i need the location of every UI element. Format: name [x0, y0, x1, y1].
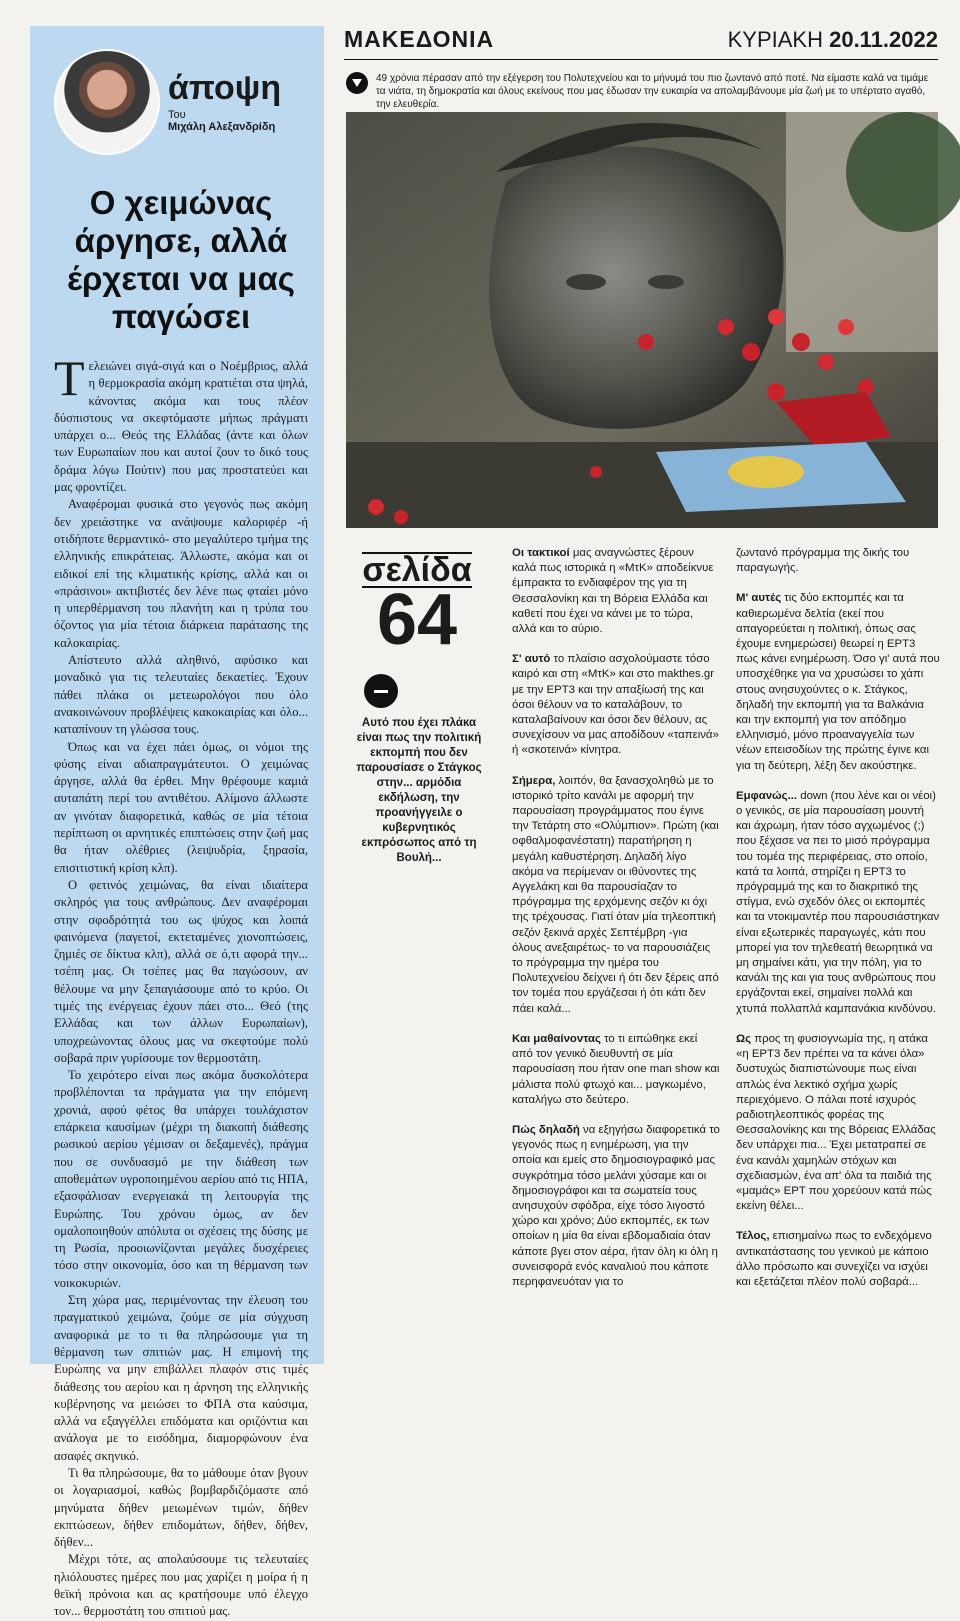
tv-paragraph-text: το πλαίσιο ασχολούμαστε τόσο καιρό και στη «ΜτΚ» και στο makthes.gr με την ΕΡΤ3 και την απαξίωσή της και όσοι θέλουν να το καταλάβουν, το καταλαβαίνουν και όσοι δεν θέλουν, ας συνεχίσουν να μας αποδίδουν «ταπεινά» ή «σκοτεινά» κίνητρα.: [512, 653, 719, 757]
tv-paragraph-lead: Οι τακτικοί: [512, 547, 570, 559]
tv-paragraph: [512, 1032, 720, 1108]
tv-paragraph: [512, 774, 720, 1017]
page-word: σελίδα: [362, 551, 472, 589]
side-note: Αυτό που έχει πλάκα είναι πως την πολιτική εκπομπή που δεν παρουσίασε ο Στάγκος στην... αρμόδια εκδήλωση, την προανήγγειλε ο κυβερνητικός εκπρόσωπος από τη Βουλή...: [356, 717, 482, 864]
tv-paragraph: [736, 1229, 940, 1290]
tv-column-b: [736, 546, 940, 1305]
tv-paragraph: [736, 1032, 940, 1214]
tv-paragraph: [512, 652, 720, 758]
author-prefix: Του: [168, 109, 186, 121]
tv-paragraph-lead: Τέλος,: [736, 1230, 770, 1243]
author-name: Μιχάλη Αλεξανδρίδη: [168, 121, 276, 133]
author-header: [54, 44, 308, 160]
opinion-body: [54, 350, 308, 1621]
opinion-paragraph: Μέχρι τότε, ας απολαύσουμε τις τελευταίες ηλιόλουστες ημέρες που μας χαρίζει η μοίρα ή η θεϊκή πρόνοια και ας κρατήσουμε υπό έλεγχο τον... θερμοστάτη του σπιτιού μας.: [54, 1552, 308, 1619]
tv-paragraph-lead: Σήμερα,: [512, 774, 556, 787]
flag-writing: ΑΡΕΤΗ: [851, 512, 885, 523]
monument-illustration: [346, 112, 938, 528]
tv-paragraph: [512, 546, 720, 637]
issue-day: ΚΥΡΙΑΚΗ: [727, 27, 823, 52]
tv-paragraph-text: τις δύο εκπομπές και τα καθιερωμένα δελτία (εκεί που απαγορεύεται η πολιτική, όπως σας έχουμε ενημερώσει) θεωρεί η ΕΡΤ3 πως κάνει ενημέρωση. Όσο γι' αυτά που υποσχέθηκε για να χρυσώσει το χάπι στους ανησυχούντες ο κ. Στάγκος, δηλαδή την εκπομπή για τα Βαλκάνια και την εκπομπή για τον απόδημο ελληνισμό, μόνο προαναγγελία των νέων επεισοδίων της πρώτης έγινε και για τη δεύτερη, λέξη δεν ακούστηκε.: [736, 592, 940, 772]
tv-paragraph-lead: Και μαθαίνοντας: [512, 1032, 601, 1045]
author-info: [168, 71, 281, 133]
opinion-paragraph: Το χειρότερο είναι πως ακόμα δυσκολότερα προβλέπονται τα πράγματα για την επόμενη χρονιά, αφού φέτος θα υπάρχει τουλάχιστον επάρκεια καυσίμων (μέχρι τη διακοπή διάθεσης ρωσικού αερίου γέμισαν οι δεξαμενές), πράγμα που σε συνδυασμό με την διάθεση των αποθεμάτων υγροποιημένου αερίου από τις ΗΠΑ, εξασφάλισαν ενεργειακά τη λειτουργία της Ευρώπης. Του χρόνου όμως, αν δεν ομαλοποιηθούν απόλυτα οι σχέσεις της δύσης με τη Ρωσία, προοιωνίζονται μεγάλες δυσχέρειες τόσο στην οικονομία, όσο και τη θέρμανση των νοικοκυριών.: [54, 1068, 308, 1290]
page-badge: [362, 551, 472, 660]
section-name: ΜΑΚΕΔΟΝΙΑ: [344, 26, 495, 52]
stone-eye: [648, 275, 684, 289]
tv-paragraph-text: το τι ειπώθηκε εκεί από τον γενικό διευθυντή σε μία παρουσίαση που ήταν one man show και μάλιστα πολύ φτωχό και... μαγκωμένο, καταλήγω στο δεύτερο.: [512, 1032, 720, 1106]
opinion-paragraph: Απίστευτο αλλά αληθινό, αφύσικο και μοναδικό για τις τελευταίες δεκαετίες. Έχουν πάθει πλάκα οι μετεωρολόγοι που όλο ανακοινώνουν προβλέψεις κακοκαιρίας και όλο... καταπίνουν τη γλώσσα τους.: [54, 653, 308, 737]
stone-head: [489, 147, 783, 429]
opinion-paragraph: Ο φετινός χειμώνας, θα είναι ιδιαίτερα σκληρός για τους ανθρώπους. Δεν αναφέρομαι στην σφοδρότητά του ως ψύχος και λοιπά φαινόμενα (παγετοί, εκτεταμένες χιονοπτώσεις, ζημιές σε δίκτυα κλπ), αλλά σε ό,τι αφορά την... τσέπη μας. Οι τσέπες μας θα παγώσουν, αν θέλουμε να μην ξεπαγιάσουμε από το κρύο. Οι τιμές της ενέργειας έχουν πάει στο... Θεό (της Ελλάδας και των άλλων Ευρωπαίων), υποχρεώνοντας όλους μας να σκεφτούμε πολύ σοβαρά πριν γυρίσουμε τον θερμοστάτη.: [54, 877, 308, 1065]
tv-paragraph-text: προς τη φυσιογνωμία της, η ατάκα «η ΕΡΤ3 δεν πρέπει να τα κάνει όλα» δυστυχώς διαπιστώνουμε πως είναι απλώς ένα λεκτικό σχήμα χωρίς περιεχόμενο. Ο πάλαι ποτέ ισχυρός ραδιοτηλεοπτικός φορέας της Θεσσαλονίκης και της Βόρειας Ελλάδας δεν υπάρχει πια... Έχει μετατραπεί σε ένα κανάλι χαμηλών στόχων και σχεδιασμών, ένα απ' όλα τα παιδιά της «μαμάς» ΕΡΤ που χορεύουν κατά πώς εκείνη θέλει...: [736, 1032, 936, 1213]
opinion-paragraph: Αναφέρομαι φυσικά στο γεγονός πως ακόμη δεν χρειάστηκε να ανάψουμε καλοριφέρ -ή οτιδήποτε θερμαντικό- στο μεγαλύτερο τμήμα της ελληνικής επικράτειας. Άλλωστε, ακόμα και οι ειδικοί επί της κλιματικής κρίσης, αλλά και οι «πράσινοι» ακτιβιστές δεν λένε πως φταίει μόνο η υπερθέρμανση του πλανήτη και η τρύπα του όζοντος για μία τέτοια διάρκεια παράτασης της καλοκαιρίας.: [54, 497, 308, 650]
tv-paragraph-lead: Εμφανώς...: [736, 789, 798, 802]
tv-paragraph: [736, 789, 940, 1017]
triangle-down-icon: [346, 72, 368, 94]
stone-eye: [566, 274, 606, 290]
author-photo: [54, 49, 160, 155]
opinion-paragraph: Στη χώρα μας, περιμένοντας την έλευση του πραγματικού χειμώνα, ζούμε σε μία σύγχυση αναφορικά με το τι θα πληρώσουμε για τη θέρμανση των σπιτιών μας. Η επιμονή της Ευρώπης να μην επιβάλλει πλαφόν στις τιμές διάθεσης του αερίου και η άρνηση της ελληνικής κυβέρνησης να μειώσει το ΦΠΑ στα καύσιμα, αλλά να εξαγγέλλει επιδόματα και οριζόντια και ανάλογα με το εισόδημα, διαμορφώνουν ένα ασαφές σκηνικό.: [54, 1293, 308, 1463]
flag-emblem: [728, 456, 804, 488]
tv-paragraph-lead: Πώς δηλαδή: [512, 1123, 580, 1136]
tv-column-a: [512, 546, 720, 1305]
tv-paragraph-lead: Μ' αυτές: [736, 592, 782, 605]
tv-paragraph-text: λοιπόν, θα ξανασχοληθώ με το ιστορικό τρίτο κανάλι με αφορμή την παρουσίαση προγράμματος που έγινε την Τετάρτη στο «Ολύμπιον». Πρώτη (και οφθαλμοφανέστατη) παρατήρηση η μεγάλη καθυστέρηση. Δηλαδή λίγο ακόμα να περίμεναν οι ιθύνοντες της Αγγελάκη και θα παρουσίαζαν το πρόγραμμα της ερχόμενης σεζόν κι όχι της τρέχουσας. Γιατί όταν μία τηλεοπτική σεζόν ξεκινά αρχές Σεπτέμβρη -για όλους ανεξαιρέτως- το να παρουσιάζεις το πρόγραμμα την ημέρα του Πολυτεχνείου δείχνει ή ότι δεν ξέρεις από τον τομέα που εργάζεσαι ή ότι κάτι δεν πάει καλά...: [512, 774, 719, 1015]
photo-caption: 49 χρόνια πέρασαν από την εξέγερση του Πολυτεχνείου και το μήνυμά του πιο ζωντανό από ποτέ. Να είμαστε καλά να τιμάμε τα νιάτα, τη δημοκρατία και όλους εκείνους που μας έδωσαν την ευκαιρία να απολαμβάνουμε μία ζωή με το υπέρτατο αγαθό, την ελευθερία.: [376, 73, 929, 110]
tv-paragraph: [736, 591, 940, 773]
tv-paragraph: [736, 546, 940, 576]
opinion-paragraph: Τελειώνει σιγά-σιγά και ο Νοέμβριος, αλλά η θερμοκρασία ακόμη κρατιέται στα ψηλά, κάνοντας ακόμα και τους πλέον δύσπιστους να σκεφτόμαστε μήπως πράγματι υπάρχει ο... Θεός της Ελλάδας (άντε και όλων των Ευρωπαίων που και αυτοί ζουν το δικό τους δράμα λόγω Πούτιν) που μας προστατεύει και μας φροντίζει.: [54, 350, 308, 495]
page-number: 64: [376, 580, 458, 660]
tv-paragraph-text: να εξηγήσω διαφορετικά το γεγονός πως η ενημέρωση, για την οποία και εμείς στο δημοσιογραφικό μας συγκρότημα τόσο μελάνι χύσαμε και οι δημοσιογράφοι και τα σωματεία τους ανησυχούν σφόδρα, είχε τόσο λιγοστό χώρο και χρόνο; Δύο εκπομπές, εκ των οποίων η μία θα είναι εβδομαδιαία όταν κάποτε βγει στον αέρα, ήταν όλη κι όλη η συνεισφορά ενός καναλιού που κάποτε περηφανευόταν για το: [512, 1123, 720, 1288]
issue-date: [728, 27, 938, 53]
polytechnic-monument-photo: [346, 112, 938, 528]
photo-caption-row: [346, 72, 938, 111]
tv-paragraph-lead: Σ' αυτό: [512, 653, 551, 666]
minus-icon: [364, 674, 398, 708]
tv-paragraph-text: ζωντανό πρόγραμμα της δικής του παραγωγής.: [736, 547, 910, 575]
opinion-column: [30, 26, 324, 1619]
page-masthead: [344, 26, 938, 60]
opinion-paragraph: Όπως και να έχει πάει όμως, οι νόμοι της φύσης είναι αδιαπραγμάτευτοι. Ο χειμώνας άργησε, αλλά θα έρθει. Μην θρέφουμε καμιά αυταπάτη περί του αντιθέτου. Αλίμονο άλλωστε αν γινόταν διαφορετικά, καθώς σε μία τέτοια περίπτωση οι αρνητικές επιπτώσεις στην ζωή μας θα ήταν ολέθριες (λειψυδρία, ξηρασία, επισιτιστική κρίση κλπ).: [54, 739, 308, 875]
opinion-paragraph: Τι θα πληρώσουμε, θα το μάθουμε όταν βγουν οι λογαριασμοί, καθώς βομβαρδιζόμαστε από μηνύματα δήθεν μειωμένων τιμών, δήθεν εκπτώσεων, δήθεν επιδομάτων, δήθεν, δήθεν, δήθεν...: [54, 1466, 308, 1550]
opinion-headline: Ο χειμώνας άργησε, αλλά έρχεται να μας παγώσει: [67, 184, 295, 335]
issue-date-value: 20.11.2022: [829, 27, 938, 52]
tv-paragraph-text: επισημαίνω πως το ενδεχόμενο αντικατάστασης του γενικού με κάποιο άλλο πρόσωπο και συνεχίζει να ισχύει και εξετάζεται πλέον πολύ σοβαρά...: [736, 1230, 932, 1288]
tv-paragraph-text: down (που λένε και οι νέοι) ο γενικός, σε μία παρουσίαση μουντή και άχρωμη, ήταν τόσο αγχωμένος (;) που ξέχασε να πει το μισό πρόγραμμα του τομέα της περιφέρειας, στο οποίο, κατά τα λοιπά, στηρίζει η ΕΡΤ3 το πρόγραμμά της και το διακριτικό της στίγμα, ενώ σχεδόν όλες οι εκπομπές και τα ντοκιμαντέρ που παρουσιάστηκαν είναι εξωτερικές παραγωγές, κάτι που μπορεί για τον τηλεθεατή θεωρητικά να μη σημαίνει κάτι, για την πόλη, για το κανάλι της και για τους ανθρώπους που εργάζονται εκεί, σημαίνει πολλά και χτυπά πολλαπλά καμπανάκια κινδύνου.: [736, 789, 940, 1015]
tv-paragraph-text: μας αναγνώστες ξέρουν καλά πως ιστορικά η «ΜτΚ» αποδείκνυε έμπρακτα το ενδιαφέρον της για τη Θεσσαλονίκη και τη Βόρεια Ελλάδα και καθετί που έχει να κάνει με το τώρα, αλλά και το αύριο.: [512, 547, 714, 636]
tv-paragraph-lead: Ως: [736, 1032, 752, 1045]
tv-paragraph: [512, 1123, 720, 1290]
column-label: άποψη: [168, 69, 282, 107]
